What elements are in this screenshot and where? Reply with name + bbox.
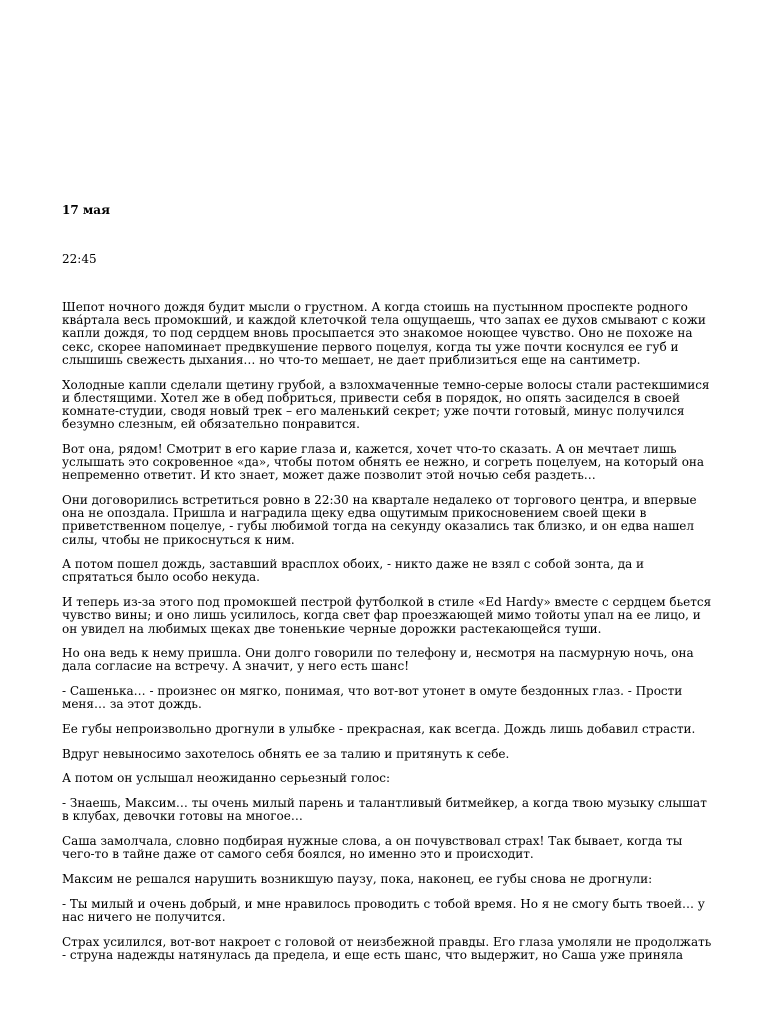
paragraph: А потом он услышал неожиданно серьезный голос: bbox=[62, 771, 390, 786]
paragraph: Шепот ночного дождя будит мысли о грустном. А когда стоишь на пустынном проспекте родного ква́ртала весь промокший, и каждой клеточкой тела ощущаешь, что запах ее духов смывают с кожи капли дождя, то под сердцем вновь просыпается это знакомое ноющее чувство. Оно не похоже на секс, скорее напоминает предвкушение первого поцелуя, когда ты уже почти коснулся ее губ и слышишь свежесть дыхания… но что-то мешает, не дает приблизиться еще на сантиметр. bbox=[62, 300, 706, 367]
paragraph: Саша замолчала, словно подбирая нужные слова, а он почувствовал страх! Так бывает, когда ты чего-то в тайне даже от самого себя боялся, но именно это и происходит. bbox=[62, 834, 683, 862]
paragraph: - Сашенька… - произнес он мягко, понимая, что вот-вот утонет в омуте бездонных глаз. - Прости меня… за этот дождь. bbox=[62, 684, 683, 712]
paragraph: И теперь из-за этого под промокшей пестрой футболкой в стиле «Ed Hardy» вместе с сердцем бьется чувство вины; и оно лишь усилилось, когда свет фар проезжающей мимо тойоты упал на ее лицо, и он увидел на любимых щеках две тоненькие черные дорожки растекающейся туши. bbox=[62, 595, 712, 636]
paragraph: Ее губы непроизвольно дрогнули в улыбке - прекрасная, как всегда. Дождь лишь добавил страсти. bbox=[62, 722, 696, 737]
date-heading: 17 мая bbox=[62, 203, 110, 217]
paragraph: Максим не решался нарушить возникшую паузу, пока, наконец, ее губы снова не дрогнули: bbox=[62, 872, 653, 886]
story-body bbox=[62, 301, 712, 974]
paragraph: Страх усилился, вот-вот накроет с головой от неизбежной правды. Его глаза умоляли не продолжать - струна надежды натянулась да предела, и еще есть шанс, что выдержит, но Саша уже приняла bbox=[62, 934, 712, 962]
paragraph: - Ты милый и очень добрый, и мне нравилось проводить с тобой время. Но я не смогу быть твоей… у нас ничего не получится. bbox=[62, 896, 705, 924]
paragraph: - Знаешь, Максим… ты очень милый парень и талантливый битмейкер, а когда твою музыку слышат в клубах, девочки готовы на многое… bbox=[62, 796, 707, 824]
paragraph: Но она ведь к нему пришла. Они долго говорили по телефону и, несмотря на пасмурную ночь, она дала согласие на встречу. А значит, у него есть шанс! bbox=[62, 646, 694, 674]
time-stamp: 22:45 bbox=[62, 252, 97, 266]
paragraph: Холодные капли сделали щетину грубой, а взлохмаченные темно-серые волосы стали растекшимися и блестящими. Хотел же в обед побриться, привести себя в порядок, но опять засиделся в своей комнате-студии, сводя новый трек – его маленький секрет; уже почти готовый, минус получился безумно слезным, ей обязательно понравится. bbox=[62, 377, 710, 432]
paragraph: Вдруг невыносимо захотелось обнять ее за талию и притянуть к себе. bbox=[62, 746, 510, 761]
paragraph: Вот она, рядом! Смотрит в его карие глаза и, кажется, хочет что-то сказать. А он мечтает лишь услышать это сокровенное «да», чтобы потом обнять ее нежно, и согреть поцелуем, на который она непременно ответит. И кто знает, может даже позволит этой ночью себя раздеть… bbox=[62, 441, 705, 483]
paragraph: Они договорились встретиться ровно в 22:30 на квартале недалеко от торгового центра, и впервые она не опоздала. Пришла и наградила щеку едва ощутимым прикосновением своей щеки в приветственном поцелуе, - губы любимой тогда на секунду оказались так близко, и он едва нашел силы, чтобы не прикоснуться к ним. bbox=[62, 492, 697, 547]
paragraph: А потом пошел дождь, заставший врасплох обоих, - никто даже не взял с собой зонта, да и спрятаться было особо некуда. bbox=[62, 557, 645, 585]
